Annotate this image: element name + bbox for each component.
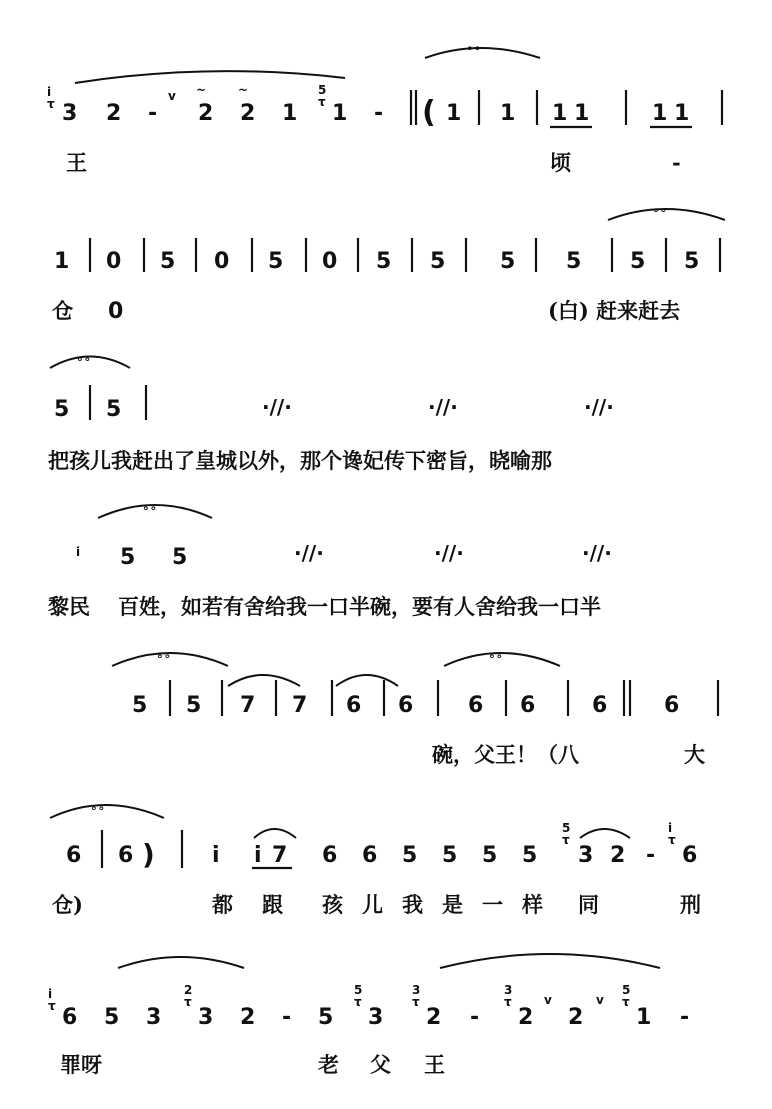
note: 1 (54, 249, 70, 274)
note: 6 (118, 843, 134, 868)
note: 1 (674, 101, 690, 126)
note: 1 (574, 101, 590, 126)
note: 6 (322, 843, 338, 868)
note: 3 (62, 101, 78, 126)
fermata-dots: ∘∘ (652, 203, 668, 217)
note: 5 (482, 843, 498, 868)
system-3 (48, 352, 614, 474)
repeat-sign: ·//· (262, 395, 292, 419)
note: 0 (106, 249, 122, 274)
note: 1 (636, 1005, 652, 1030)
dash: - (470, 1005, 480, 1030)
grace-note: 2 (184, 983, 193, 997)
note: 7 (240, 693, 256, 718)
lyric: 碗，父王！（八 (432, 742, 579, 767)
lyric: 王 (66, 150, 87, 175)
dash: - (374, 101, 384, 126)
lyric: 王 (424, 1052, 445, 1077)
note: 5 (104, 1005, 120, 1030)
note: 6 (682, 843, 698, 868)
note: 5 (630, 249, 646, 274)
grace-note: i (48, 987, 53, 1001)
note: 6 (520, 693, 536, 718)
grace-note: i (668, 821, 673, 835)
breath-mark: v (544, 993, 552, 1007)
note: 5 (54, 397, 70, 422)
slur (336, 675, 398, 686)
trill-mark: ~ (196, 83, 207, 97)
breath-mark: v (168, 89, 176, 103)
note: 6 (62, 1005, 78, 1030)
lyric: (白) 赶来赶去 (548, 298, 681, 323)
grace-mark: τ (48, 999, 56, 1013)
note: 5 (160, 249, 176, 274)
grace-note: i (47, 85, 52, 99)
note: 5 (120, 545, 136, 570)
note: 2 (610, 843, 626, 868)
lyric: 儿 (362, 892, 383, 917)
lyric: 仓 (52, 298, 73, 323)
repeat-sign: ·//· (584, 395, 614, 419)
lyric: 样 (522, 892, 543, 917)
grace-mark: τ (354, 995, 362, 1009)
grace-note: i (76, 545, 81, 559)
note: 0 (214, 249, 230, 274)
lyric: 同 (578, 892, 599, 917)
note: 0 (322, 249, 338, 274)
note: 6 (592, 693, 608, 718)
lyric: 刑 (680, 892, 701, 917)
note: 5 (566, 249, 582, 274)
lyric: 顷 (550, 150, 571, 175)
lyric: - (672, 150, 681, 175)
note: 1 (446, 101, 462, 126)
note: 5 (318, 1005, 334, 1030)
note: 7 (272, 843, 288, 868)
system-4 (48, 501, 612, 620)
repeat-sign: ·//· (428, 395, 458, 419)
grace-note: 5 (562, 821, 571, 835)
system-7 (48, 954, 689, 1077)
lyric: 我 (402, 892, 423, 917)
note: 6 (66, 843, 82, 868)
note: 3 (198, 1005, 214, 1030)
lyric: 老 (318, 1052, 339, 1077)
slur (440, 954, 660, 968)
system-2 (52, 203, 725, 324)
slur (228, 675, 300, 686)
grace-mark: τ (562, 833, 570, 847)
grace-note: 5 (622, 983, 631, 997)
note: 1 (332, 101, 348, 126)
close-paren: ) (142, 838, 155, 871)
grace-mark: τ (47, 97, 55, 111)
note: 2 (240, 101, 256, 126)
note: 5 (186, 693, 202, 718)
lyric: 跟 (262, 892, 283, 917)
lyric: 仓) (52, 892, 83, 917)
system-1 (47, 41, 722, 175)
lyric: 是 (442, 892, 463, 917)
fermata-arc (50, 805, 164, 818)
grace-note: 5 (318, 83, 327, 97)
lyric: 都 (212, 892, 233, 917)
slur (580, 829, 630, 838)
repeat-sign: ·//· (434, 541, 464, 565)
lyric: 把孩儿我赶出了皇城以外，那个谗妃传下密旨，晓喻那 (48, 448, 552, 473)
breath-mark: v (596, 993, 604, 1007)
fermata-dots: ∘∘ (466, 41, 482, 55)
grace-note: 3 (412, 983, 421, 997)
lyric: 黎民 (48, 594, 90, 619)
note: 3 (368, 1005, 384, 1030)
lyric: 罪呀 (60, 1052, 102, 1077)
grace-mark: τ (318, 95, 326, 109)
fermata-dots: ∘∘ (488, 649, 504, 663)
note: 2 (426, 1005, 442, 1030)
grace-mark: τ (622, 995, 630, 1009)
system-5 (112, 649, 718, 768)
note: i (212, 843, 220, 868)
note: 2 (240, 1005, 256, 1030)
open-paren: ( (422, 95, 436, 130)
slur (75, 71, 345, 83)
grace-mark: τ (412, 995, 420, 1009)
note: 5 (132, 693, 148, 718)
repeat-sign: ·//· (582, 541, 612, 565)
trill-mark: ~ (238, 83, 249, 97)
note: 2 (106, 101, 122, 126)
slur (118, 957, 244, 968)
fermata-dots: ∘∘ (156, 649, 172, 663)
note: 1 (652, 101, 668, 126)
note: 5 (172, 545, 188, 570)
grace-note: 5 (354, 983, 363, 997)
note: 5 (268, 249, 284, 274)
lyric: 0 (108, 299, 124, 324)
lyric: 孩 (322, 892, 343, 917)
dash: - (680, 1005, 690, 1030)
note: 7 (292, 693, 308, 718)
note: 6 (468, 693, 484, 718)
note: 1 (500, 101, 516, 126)
dash: - (148, 101, 158, 126)
note: 5 (500, 249, 516, 274)
lyric: 一 (482, 892, 503, 917)
note: 2 (568, 1005, 584, 1030)
fermata-dots: ∘∘ (76, 352, 92, 366)
note: i (254, 843, 262, 868)
note: 2 (518, 1005, 534, 1030)
note: 6 (398, 693, 414, 718)
repeat-sign: ·//· (294, 541, 324, 565)
note: 1 (552, 101, 568, 126)
note: 5 (402, 843, 418, 868)
note: 5 (442, 843, 458, 868)
note: 3 (146, 1005, 162, 1030)
note: 5 (522, 843, 538, 868)
lyric: 大 (684, 742, 705, 767)
grace-mark: τ (668, 833, 676, 847)
lyric: 百姓，如若有舍给我一口半碗，要有人舍给我一口半 (118, 594, 601, 619)
dash: - (646, 843, 656, 868)
lyric: 父 (370, 1052, 391, 1077)
fermata-arc (425, 48, 540, 58)
note: 6 (362, 843, 378, 868)
note: 1 (282, 101, 298, 126)
note: 5 (376, 249, 392, 274)
grace-mark: τ (184, 995, 192, 1009)
grace-mark: τ (504, 995, 512, 1009)
system-6 (50, 801, 701, 917)
note: 5 (106, 397, 122, 422)
note: 2 (198, 101, 214, 126)
fermata-dots: ∘∘ (142, 501, 158, 515)
note: 6 (664, 693, 680, 718)
fermata-dots: ∘∘ (90, 801, 106, 815)
note: 5 (684, 249, 700, 274)
dash: - (282, 1005, 292, 1030)
grace-note: 3 (504, 983, 513, 997)
slur (254, 829, 296, 838)
note: 6 (346, 693, 362, 718)
note: 3 (578, 843, 594, 868)
note: 5 (430, 249, 446, 274)
